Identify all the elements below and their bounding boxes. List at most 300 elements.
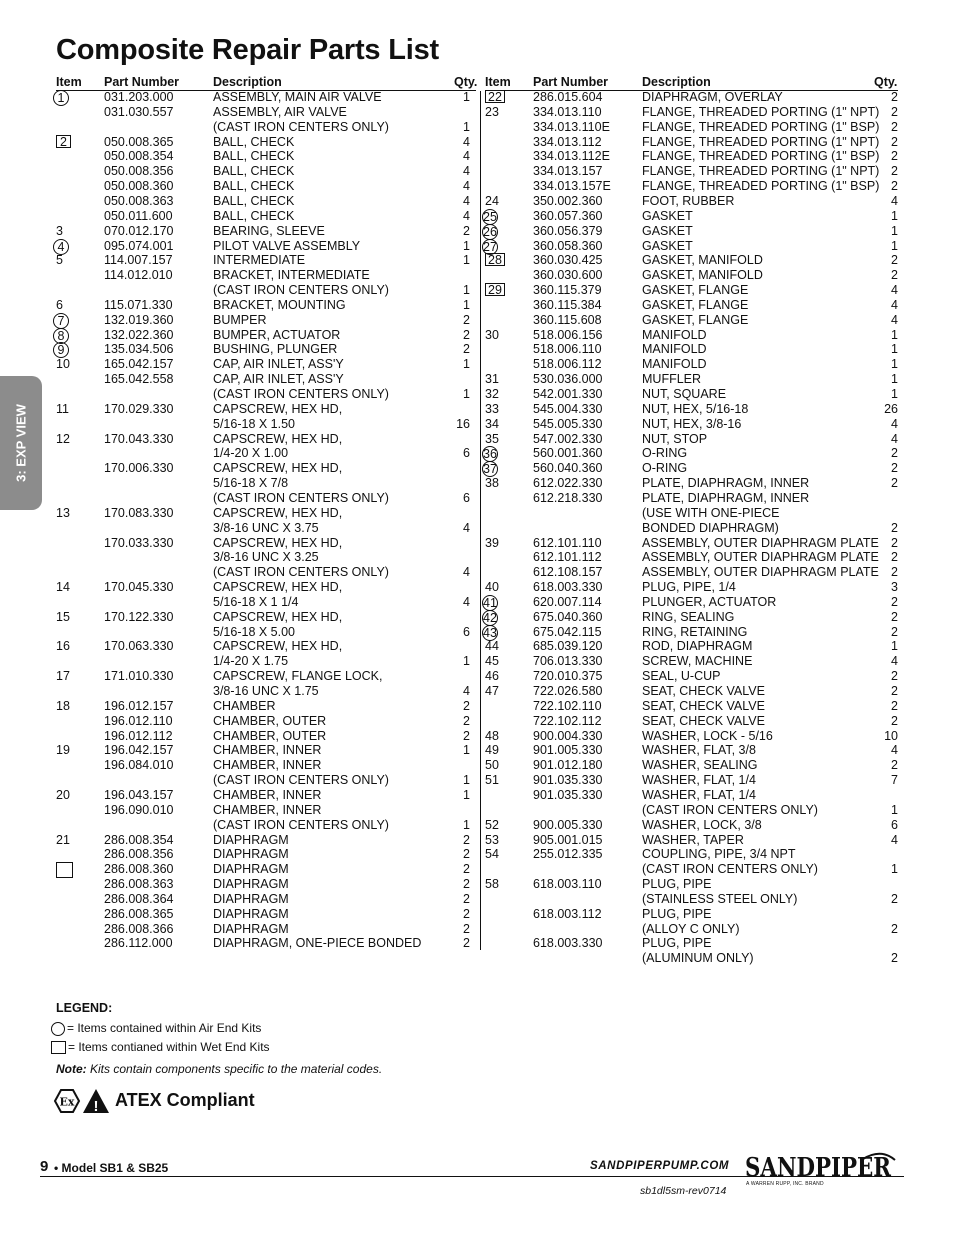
description: GASKET, FLANGE	[642, 283, 749, 298]
description: NUT, STOP	[642, 431, 708, 446]
description: SEAL, U-CUP	[642, 669, 721, 684]
quantity: 4	[891, 431, 898, 446]
description: 5/16-18 X 1 1/4	[213, 594, 299, 609]
part-number: 530.036.000	[533, 372, 603, 387]
item-number	[485, 461, 498, 477]
part-number: 196.012.110	[104, 713, 173, 728]
item-number	[485, 743, 499, 758]
part-number: 360.030.425	[533, 253, 603, 268]
description: BALL, CHECK	[213, 134, 295, 149]
item-label: 44	[485, 639, 499, 654]
item-number	[56, 833, 70, 848]
quantity: 4	[463, 520, 470, 535]
quantity: 2	[891, 550, 898, 565]
quantity: 4	[463, 149, 470, 164]
part-number: 545.005.330	[533, 416, 603, 431]
quantity: 4	[891, 832, 898, 847]
item-number	[485, 818, 499, 833]
quantity: 2	[891, 951, 898, 966]
item-number	[485, 877, 499, 892]
description: SEAT, CHECK VALVE	[642, 713, 765, 728]
quantity: 4	[891, 654, 898, 669]
quantity: 2	[463, 713, 470, 728]
part-number: 560.040.360	[533, 461, 603, 476]
part-number: 095.074.001	[104, 238, 174, 253]
header-part-left: Part Number	[104, 75, 180, 89]
item-label: 45	[485, 654, 499, 669]
quantity: 2	[463, 936, 470, 951]
description: (CAST IRON CENTERS ONLY)	[213, 283, 389, 298]
part-number: 518.006.156	[533, 327, 603, 342]
part-number: 720.010.375	[533, 669, 603, 684]
warning-triangle-icon	[83, 1089, 109, 1115]
quantity: 2	[891, 698, 898, 713]
item-number	[56, 342, 69, 358]
header-part-right: Part Number	[533, 75, 609, 89]
quantity: 1	[463, 253, 470, 268]
item-number	[485, 669, 499, 684]
quantity: 1	[463, 297, 470, 312]
description: BRACKET, MOUNTING	[213, 297, 346, 312]
description: CAPSCREW, HEX HD,	[213, 505, 343, 520]
description: GASKET, FLANGE	[642, 312, 749, 327]
part-number: 070.012.170	[104, 223, 174, 238]
description: PLUG, PIPE, 1/4	[642, 580, 736, 595]
quantity: 1	[891, 342, 898, 357]
description: PLUG, PIPE	[642, 906, 712, 921]
quantity: 1	[463, 787, 470, 802]
description: GASKET	[642, 223, 693, 238]
air-kit-circle-marker: 9	[53, 342, 69, 358]
header-item-left: Item	[56, 75, 82, 89]
description: BALL, CHECK	[213, 164, 295, 179]
quantity: 1	[891, 639, 898, 654]
wet-kit-box-marker: 29	[485, 283, 505, 296]
item-label: 33	[485, 401, 499, 416]
item-label: 47	[485, 684, 499, 698]
description: BEARING, SLEEVE	[213, 223, 325, 238]
brand-tagline: A WARREN RUPP, INC. BRAND	[746, 1181, 824, 1187]
quantity: 10	[884, 728, 898, 743]
part-number: 135.034.506	[104, 342, 174, 357]
item-label: 51	[485, 773, 499, 788]
quantity: 2	[891, 669, 898, 684]
item-label: 53	[485, 832, 499, 847]
item-number	[485, 432, 499, 447]
item-number	[56, 298, 63, 313]
quantity: 2	[891, 90, 898, 104]
part-number: 334.013.110E	[533, 119, 610, 134]
description: CAPSCREW, HEX HD,	[213, 431, 343, 446]
part-number: 560.001.360	[533, 446, 603, 461]
part-number: 722.102.110	[533, 698, 602, 713]
part-number: 901.005.330	[533, 743, 603, 758]
item-label: 13	[56, 505, 70, 520]
wet-kit-box-marker: 2	[56, 135, 71, 148]
description: PLATE, DIAPHRAGM, INNER	[642, 490, 810, 505]
air-kit-circle-marker: 4	[53, 239, 69, 255]
item-number	[56, 253, 63, 268]
description: 3/8-16 UNC X 3.25	[213, 550, 319, 565]
item-number	[485, 847, 499, 862]
quantity: 4	[463, 134, 470, 149]
part-number: 050.008.356	[104, 164, 174, 179]
item-number	[485, 209, 498, 225]
description: O-RING	[642, 461, 688, 476]
part-number: 675.042.115	[533, 624, 602, 639]
quantity: 6	[463, 624, 470, 639]
quantity: 2	[891, 476, 898, 491]
description: GASKET, FLANGE	[642, 297, 749, 312]
ex-hexagon-icon	[55, 1090, 79, 1112]
quantity: 1	[463, 773, 470, 788]
item-number	[485, 595, 498, 611]
description: SEAT, CHECK VALVE	[642, 698, 765, 713]
warning-symbol-text: !	[93, 1098, 99, 1115]
item-label: 11	[56, 401, 69, 416]
quantity: 2	[891, 684, 898, 698]
quantity: 1	[463, 357, 470, 372]
item-number	[485, 239, 498, 255]
description: NUT, SQUARE	[642, 387, 727, 401]
quantity: 4	[463, 684, 470, 698]
part-number: 286.008.360	[104, 862, 174, 877]
item-label: 3	[56, 223, 63, 238]
part-number: 114.007.157	[104, 253, 173, 268]
item-number	[56, 224, 63, 239]
description: DIAPHRAGM	[213, 832, 289, 847]
quantity: 4	[463, 193, 470, 208]
description: RING, SEALING	[642, 609, 735, 624]
description: FLANGE, THREADED PORTING (1" BSP)	[642, 149, 880, 164]
quantity: 1	[891, 387, 898, 401]
description: BUMPER, ACTUATOR	[213, 327, 341, 342]
quantity: 2	[891, 104, 898, 119]
item-label: 38	[485, 476, 499, 491]
description: DIAPHRAGM	[213, 847, 289, 862]
quantity: 2	[891, 624, 898, 639]
item-number	[56, 788, 70, 803]
part-number: 542.001.330	[533, 387, 603, 401]
description: (CAST IRON CENTERS ONLY)	[213, 817, 389, 832]
part-number: 360.057.360	[533, 208, 603, 223]
part-number: 050.011.600	[104, 208, 173, 223]
part-number: 286.008.365	[104, 906, 174, 921]
part-number: 132.022.360	[104, 327, 174, 342]
part-number: 170.122.330	[104, 609, 174, 624]
description: NUT, HEX, 5/16-18	[642, 401, 749, 416]
description: FLANGE, THREADED PORTING (1" NPT)	[642, 104, 880, 119]
quantity: 2	[463, 698, 470, 713]
quantity: 2	[891, 164, 898, 179]
quantity: 16	[456, 416, 470, 431]
description: ASSEMBLY, OUTER DIAPHRAGM PLATE	[642, 550, 879, 565]
description: DIAPHRAGM	[213, 906, 289, 921]
item-label: 24	[485, 193, 499, 208]
description: 5/16-18 X 5.00	[213, 624, 296, 639]
part-number: 050.008.363	[104, 193, 174, 208]
description: (CAST IRON CENTERS ONLY)	[213, 490, 389, 505]
description: SCREW, MACHINE	[642, 654, 753, 669]
page-number: 9	[40, 1158, 49, 1175]
quantity: 2	[891, 119, 898, 134]
item-label: 46	[485, 669, 499, 684]
description: FLANGE, THREADED PORTING (1" BSP)	[642, 119, 880, 134]
description: (CAST IRON CENTERS ONLY)	[213, 773, 389, 788]
quantity: 1	[891, 208, 898, 223]
item-number	[485, 684, 499, 699]
item-number	[56, 743, 70, 758]
description: 1/4-20 X 1.00	[213, 446, 289, 461]
quantity: 1	[891, 357, 898, 372]
item-label: 6	[56, 297, 63, 312]
air-kit-circle-marker: 1	[53, 90, 69, 106]
quantity: 26	[884, 401, 898, 416]
quantity: 1	[463, 119, 470, 134]
part-number: 334.013.110	[533, 104, 602, 119]
part-number: 196.042.157	[104, 743, 174, 758]
description: CAPSCREW, HEX HD,	[213, 609, 343, 624]
description: DIAPHRAGM, ONE-PIECE BONDED	[213, 936, 422, 951]
item-label: 19	[56, 743, 70, 758]
item-label: 15	[56, 609, 70, 624]
footer-website[interactable]: SANDPIPERPUMP.COM	[590, 1160, 730, 1172]
part-number: 900.004.330	[533, 728, 603, 743]
description: BRACKET, INTERMEDIATE	[213, 268, 370, 283]
item-label: 23	[485, 104, 499, 119]
part-number: 165.042.558	[104, 372, 174, 387]
description: MUFFLER	[642, 372, 702, 387]
part-number: 114.012.010	[104, 268, 173, 283]
description: BALL, CHECK	[213, 179, 295, 194]
part-number: 050.008.360	[104, 179, 174, 194]
item-number	[485, 833, 499, 848]
description: GASKET, MANIFOLD	[642, 253, 763, 268]
part-number: 286.008.366	[104, 921, 174, 936]
brand-logo-text: SANDPIPER	[745, 1153, 892, 1182]
quantity: 2	[463, 906, 470, 921]
part-number: 334.013.112	[533, 134, 602, 149]
description: DIAPHRAGM	[213, 891, 289, 906]
quantity: 4	[891, 416, 898, 431]
item-number	[56, 639, 70, 654]
description: SEAT, CHECK VALVE	[642, 684, 765, 698]
quantity: 2	[891, 609, 898, 624]
item-label: 50	[485, 758, 499, 773]
quantity: 2	[463, 862, 470, 877]
quantity: 4	[463, 208, 470, 223]
air-kit-circle-marker: 41	[483, 595, 497, 610]
description: (CAST IRON CENTERS ONLY)	[213, 565, 389, 580]
wet-kit-box-marker: 22	[485, 90, 505, 103]
item-number	[485, 773, 499, 788]
description: WASHER, FLAT, 1/4	[642, 787, 756, 802]
quantity: 1	[891, 327, 898, 342]
quantity: 1	[463, 743, 470, 758]
part-number: 334.013.157	[533, 164, 603, 179]
part-number: 360.115.379	[533, 283, 602, 298]
item-number	[56, 239, 69, 255]
description: (ALLOY C ONLY)	[642, 921, 740, 936]
quantity: 1	[463, 90, 470, 104]
part-number: 722.026.580	[533, 684, 603, 698]
description: CAP, AIR INLET, ASS'Y	[213, 372, 344, 387]
description: (STAINLESS STEEL ONLY)	[642, 891, 798, 906]
part-number: 115.071.330	[104, 297, 173, 312]
part-number: 905.001.015	[533, 832, 603, 847]
item-number	[485, 536, 499, 551]
description: FLANGE, THREADED PORTING (1" NPT)	[642, 134, 880, 149]
description: CAPSCREW, FLANGE LOCK,	[213, 669, 383, 684]
description: DIAPHRAGM, OVERLAY	[642, 90, 783, 104]
atex-icons	[52, 1087, 110, 1115]
description: PLATE, DIAPHRAGM, INNER	[642, 476, 810, 491]
item-label: 35	[485, 431, 499, 446]
quantity: 2	[463, 312, 470, 327]
description: FOOT, RUBBER	[642, 193, 735, 208]
part-number: 050.008.365	[104, 134, 174, 149]
part-number: 334.013.157E	[533, 179, 611, 194]
description: ASSEMBLY, AIR VALVE	[213, 104, 347, 119]
quantity: 2	[463, 891, 470, 906]
legend-wet-row	[51, 1040, 270, 1054]
part-number: 360.115.608	[533, 312, 602, 327]
item-number	[485, 580, 499, 595]
quantity: 3	[891, 580, 898, 595]
column-divider	[480, 91, 481, 950]
quantity: 4	[463, 164, 470, 179]
description: CHAMBER, OUTER	[213, 728, 327, 743]
item-number	[485, 253, 505, 268]
part-number: 706.013.330	[533, 654, 603, 669]
part-number: 722.102.112	[533, 713, 602, 728]
part-number: 196.012.112	[104, 728, 173, 743]
description: BALL, CHECK	[213, 193, 295, 208]
part-number: 286.008.354	[104, 832, 174, 847]
part-number: 518.006.110	[533, 342, 602, 357]
item-label: 34	[485, 416, 499, 431]
footer-model: • Model SB1 & SB25	[54, 1161, 169, 1175]
item-label: 54	[485, 847, 499, 862]
description: (CAST IRON CENTERS ONLY)	[213, 119, 389, 134]
air-kit-circle-marker: 8	[53, 328, 69, 344]
part-number: 612.101.110	[533, 535, 602, 550]
quantity: 1	[891, 223, 898, 238]
item-number	[485, 758, 499, 773]
item-label: 17	[56, 669, 70, 684]
quantity: 2	[891, 134, 898, 149]
description: CHAMBER	[213, 698, 276, 713]
part-number: 286.008.364	[104, 891, 174, 906]
header-item-right: Item	[485, 75, 511, 89]
part-number: 518.006.112	[533, 357, 602, 372]
item-number	[56, 357, 70, 372]
quantity: 2	[891, 594, 898, 609]
wet-kit-box-marker	[56, 862, 73, 878]
item-number	[56, 135, 71, 150]
quantity: 2	[891, 179, 898, 194]
quantity: 1	[891, 372, 898, 387]
part-number: 196.084.010	[104, 758, 174, 773]
quantity: 4	[463, 594, 470, 609]
part-number: 547.002.330	[533, 431, 603, 446]
item-number	[485, 328, 499, 343]
description: ASSEMBLY, OUTER DIAPHRAGM PLATE	[642, 535, 879, 550]
description: FLANGE, THREADED PORTING (1" BSP)	[642, 179, 880, 194]
description: GASKET	[642, 208, 693, 223]
part-number: 612.101.112	[533, 550, 602, 565]
description: ROD, DIAPHRAGM	[642, 639, 753, 654]
doc-id: sb1dl5sm-rev0714	[640, 1185, 727, 1197]
part-number: 901.035.330	[533, 773, 603, 788]
description: BUMPER	[213, 312, 267, 327]
quantity: 2	[891, 565, 898, 580]
description: ASSEMBLY, OUTER DIAPHRAGM PLATE	[642, 565, 879, 580]
quantity: 2	[463, 327, 470, 342]
quantity: 2	[891, 461, 898, 476]
description: CAPSCREW, HEX HD,	[213, 401, 343, 416]
description: CHAMBER, INNER	[213, 743, 322, 758]
quantity: 1	[463, 238, 470, 253]
quantity: 1	[463, 387, 470, 401]
part-number: 170.045.330	[104, 580, 174, 595]
air-kit-circle-marker: 37	[483, 462, 497, 477]
item-number	[56, 328, 69, 344]
quantity: 4	[891, 193, 898, 208]
description: CHAMBER, INNER	[213, 758, 322, 773]
part-number: 618.003.110	[533, 877, 602, 892]
part-number: 170.029.330	[104, 401, 174, 416]
legend-note	[56, 1062, 382, 1076]
quantity: 1	[891, 802, 898, 817]
quantity: 4	[891, 283, 898, 298]
quantity: 2	[463, 342, 470, 357]
part-number: 170.033.330	[104, 535, 174, 550]
part-number: 618.003.330	[533, 580, 603, 595]
part-number: 360.115.384	[533, 297, 602, 312]
part-number: 171.010.330	[104, 669, 174, 684]
part-number: 612.218.330	[533, 490, 603, 505]
quantity: 6	[891, 817, 898, 832]
quantity: 1	[463, 283, 470, 298]
item-number	[485, 639, 499, 654]
description: PLUG, PIPE	[642, 936, 712, 951]
item-label: 14	[56, 580, 70, 595]
quantity: 2	[891, 253, 898, 268]
description: BONDED DIAPHRAGM)	[642, 520, 779, 535]
description: (CAST IRON CENTERS ONLY)	[642, 862, 818, 877]
item-label: 5	[56, 253, 63, 268]
description: GASKET, MANIFOLD	[642, 268, 763, 283]
item-number	[485, 387, 499, 402]
part-number: 170.043.330	[104, 431, 174, 446]
part-number: 286.112.000	[104, 936, 173, 951]
part-number: 901.012.180	[533, 758, 603, 773]
description: DIAPHRAGM	[213, 862, 289, 877]
item-number	[56, 610, 70, 625]
description: 3/8-16 UNC X 1.75	[213, 684, 319, 698]
item-label: 49	[485, 743, 499, 758]
part-number: 132.019.360	[104, 312, 174, 327]
description: PLUNGER, ACTUATOR	[642, 594, 777, 609]
section-tab[interactable]	[0, 376, 42, 510]
quantity: 2	[463, 847, 470, 862]
description: CHAMBER, OUTER	[213, 713, 327, 728]
square-icon	[51, 1041, 66, 1054]
item-number	[485, 654, 499, 669]
description: INTERMEDIATE	[213, 253, 306, 268]
header-qty-right: Qty.	[874, 75, 898, 89]
